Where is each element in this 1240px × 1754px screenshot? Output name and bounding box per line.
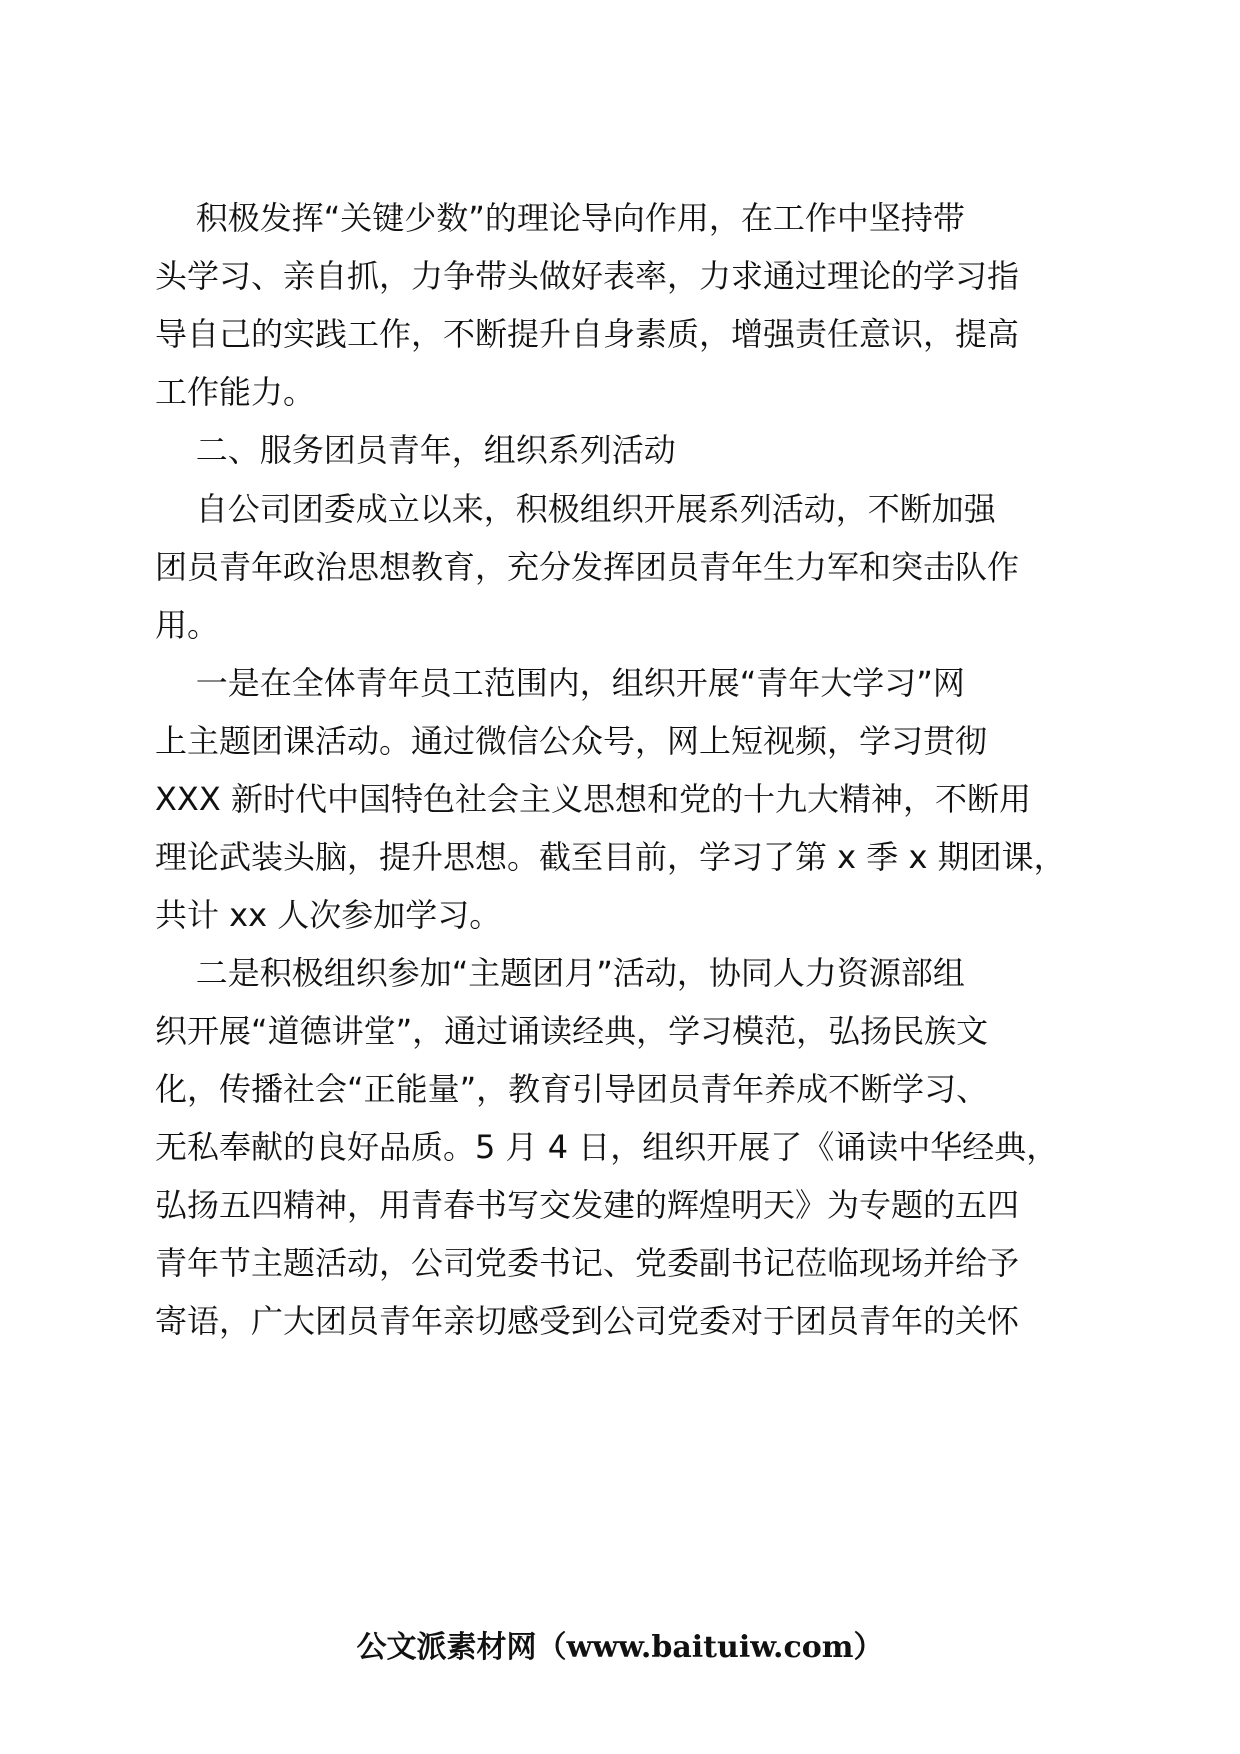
paragraph-line: 无私奉献的良好品质。5 月 4 日，组织开展了《诵读中华经典， bbox=[155, 1128, 1059, 1166]
paragraph-line: 团员青年政治思想教育，充分发挥团员青年生力军和突击队作 bbox=[155, 548, 1020, 586]
footer-watermark: 公文派素材网（www.baituiw.com） bbox=[356, 1630, 884, 1665]
paragraph-line: 织开展“道德讲堂”，通过诵读经典，学习模范，弘扬民族文 bbox=[155, 1012, 989, 1050]
paragraph-line: 化，传播社会“正能量”，教育引导团员青年养成不断学习、 bbox=[155, 1070, 989, 1108]
paragraph-line: 自公司团委成立以来，积极组织开展系列活动，不断加强 bbox=[155, 490, 996, 528]
paragraph-line: XXX 新时代中国特色社会主义思想和党的十九大精神，不断用 bbox=[155, 780, 1031, 818]
paragraph-line: 头学习、亲自抓，力争带头做好表率，力求通过理论的学习指 bbox=[155, 257, 1020, 295]
paragraph-line: 上主题团课活动。通过微信公众号，网上短视频，学习贯彻 bbox=[155, 722, 988, 760]
section-heading: 二、服务团员青年，组织系列活动 bbox=[155, 431, 676, 469]
paragraph-line: 青年节主题活动，公司党委书记、党委副书记莅临现场并给予 bbox=[155, 1244, 1020, 1282]
paragraph-line: 二是积极组织参加“主题团月”活动，协同人力资源部组 bbox=[155, 954, 965, 992]
paragraph-line: 用。 bbox=[155, 606, 220, 644]
paragraph-line: 寄语，广大团员青年亲切感受到公司党委对于团员青年的关怀 bbox=[155, 1302, 1020, 1340]
paragraph-line: 一是在全体青年员工范围内，组织开展“青年大学习”网 bbox=[155, 664, 965, 702]
paragraph-line: 弘扬五四精神，用青春书写交发建的辉煌明天》为专题的五四 bbox=[155, 1186, 1020, 1224]
paragraph-line: 导自己的实践工作，不断提升自身素质，增强责任意识，提高 bbox=[155, 315, 1020, 353]
paragraph-line: 工作能力。 bbox=[155, 373, 316, 411]
paragraph-line: 共计 xx 人次参加学习。 bbox=[155, 896, 502, 934]
paragraph-line: 积极发挥“关键少数”的理论导向作用，在工作中坚持带 bbox=[155, 199, 965, 237]
paragraph-line: 理论武装头脑，提升思想。截至目前，学习了第 x 季 x 期团课， bbox=[155, 838, 1066, 876]
